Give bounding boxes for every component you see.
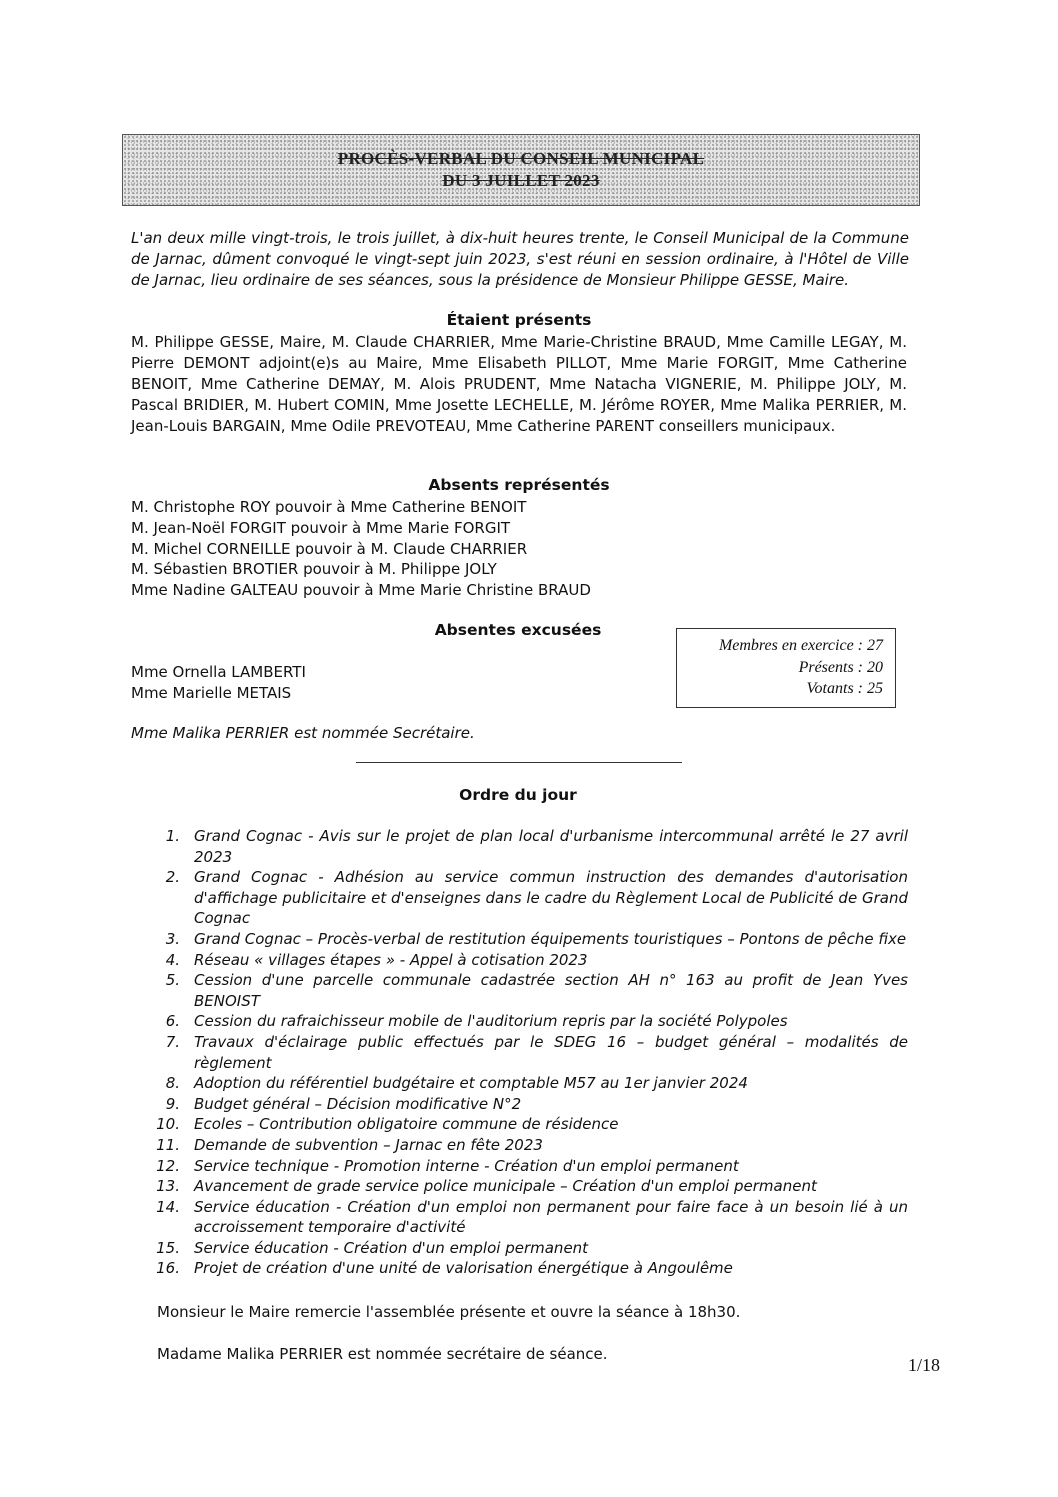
agenda-item: 11. Demande de subvention – Jarnac en fête 2023: [156, 1135, 543, 1154]
agenda-item: 5. Cession d'une parcelle communale cadastrée section AH n° 163 au profit de Jean Yves BENOIST: [165, 971, 908, 1010]
attendance-stats-box: [676, 628, 896, 708]
agenda-heading: Ordre du jour: [459, 786, 577, 804]
session-secretary-text: Madame Malika PERRIER est nommée secrétaire de séance.: [157, 1345, 608, 1363]
list-item: M. Sébastien BROTIER pouvoir à M. Philippe JOLY: [131, 560, 497, 579]
excused-list: [131, 662, 306, 704]
agenda-item: 2. Grand Cognac - Adhésion au service commun instruction des demandes d'autorisation d'affichage publicitaire et d'enseignes dans le cadre du Règlement Local de Publicité de Grand Cognac: [165, 868, 908, 928]
document-title-box: [122, 134, 920, 206]
agenda-item: 6. Cession du rafraichisseur mobile de l'auditorium repris par la société Polypoles: [165, 1012, 788, 1031]
agenda-item: 3. Grand Cognac – Procès-verbal de restitution équipements touristiques – Pontons de pêche fixe: [165, 929, 907, 948]
represented-list: [131, 497, 591, 601]
voters-count: Votants : 25: [806, 680, 883, 697]
excused-heading: Absentes excusées: [434, 621, 602, 639]
agenda-item: 15. Service éducation - Création d'un emploi permanent: [156, 1238, 589, 1257]
agenda-item: 14. Service éducation - Création d'un emploi non permanent pour faire face à un besoin lié à un accroissement temporaire d'activité: [156, 1197, 908, 1237]
list-item: M. Christophe ROY pouvoir à Mme Catherine BENOIT: [131, 498, 527, 516]
page-number: 1/18: [908, 1355, 941, 1375]
list-item: M. Jean-Noël FORGIT pouvoir à Mme Marie FORGIT: [131, 518, 511, 537]
intro-paragraph: L'an deux mille vingt-trois, le trois juillet, à dix-huit heures trente, le Conseil Municipal de la Commune de Jarnac, dûment convoqué le vingt-sept juin 2023, s'est réuni en session ordinaire, à l'Hôtel de Ville de Jarnac, lieu ordinaire de ses séances, sous la présidence de Monsieur Philippe GESSE, Maire.: [131, 229, 909, 289]
agenda-item: 9. Budget général – Décision modificative N°2: [165, 1094, 522, 1113]
agenda-item: 16. Projet de création d'une unité de valorisation énergétique à Angoulême: [156, 1259, 733, 1278]
list-item: Mme Nadine GALTEAU pouvoir à Mme Marie Christine BRAUD: [131, 581, 591, 600]
document-date: DU 3 JUILLET 2023: [442, 171, 600, 190]
separator-line: [356, 762, 682, 763]
agenda-item: 12. Service technique - Promotion interne - Création d'un emploi permanent: [156, 1156, 739, 1175]
document-title: PROCÈS-VERBAL DU CONSEIL MUNICIPAL: [337, 149, 705, 168]
secretary-note: Mme Malika PERRIER est nommée Secrétaire.: [131, 724, 475, 742]
list-item: Mme Marielle METAIS: [131, 684, 292, 702]
agenda-item: 4. Réseau « villages étapes » - Appel à cotisation 2023: [165, 950, 588, 969]
list-item: M. Michel CORNEILLE pouvoir à M. Claude CHARRIER: [131, 539, 528, 558]
agenda-list: [150, 826, 908, 1279]
present-members: M. Philippe GESSE, Maire, M. Claude CHARRIER, Mme Marie-Christine BRAUD, Mme Camille LEGAY, M. Pierre DEMONT adjoint(e)s au Maire, Mme Elisabeth PILLOT, Mme Marie FORGIT, Mme Catherine BENOIT, Mme Catherine DEMAY, M. Alois PRUDENT, Mme Natacha VIGNERIE, M. Philippe JOLY, M. Pascal BRIDIER, M. Hubert COMIN, Mme Josette LECHELLE, M. Jérôme ROYER, Mme Malika PERRIER, M. Jean-Louis BARGAIN, Mme Odile PREVOTEAU, Mme Catherine PARENT conseillers municipaux.: [131, 333, 907, 435]
agenda-item: 7. Travaux d'éclairage public effectués par le SDEG 16 – budget général – modalités de règlement: [165, 1032, 908, 1072]
agenda-item: 13. Avancement de grade service police municipale – Création d'un emploi permanent: [156, 1177, 817, 1196]
present-count: Présents : 20: [798, 658, 883, 676]
present-heading: Étaient présents: [446, 311, 592, 329]
agenda-item: 10. Ecoles – Contribution obligatoire commune de résidence: [156, 1115, 619, 1134]
agenda-item: 1. Grand Cognac - Avis sur le projet de plan local d'urbanisme intercommunal arrêté le 27 avril 2023: [165, 827, 908, 866]
list-item: Mme Ornella LAMBERTI: [131, 663, 306, 681]
session-opening-text: Monsieur le Maire remercie l'assemblée présente et ouvre la séance à 18h30.: [157, 1303, 741, 1321]
members-count: Membres en exercice : 27: [718, 637, 883, 654]
represented-heading: Absents représentés: [428, 476, 610, 494]
agenda-item: 8. Adoption du référentiel budgétaire et comptable M57 au 1er janvier 2024: [165, 1074, 748, 1093]
